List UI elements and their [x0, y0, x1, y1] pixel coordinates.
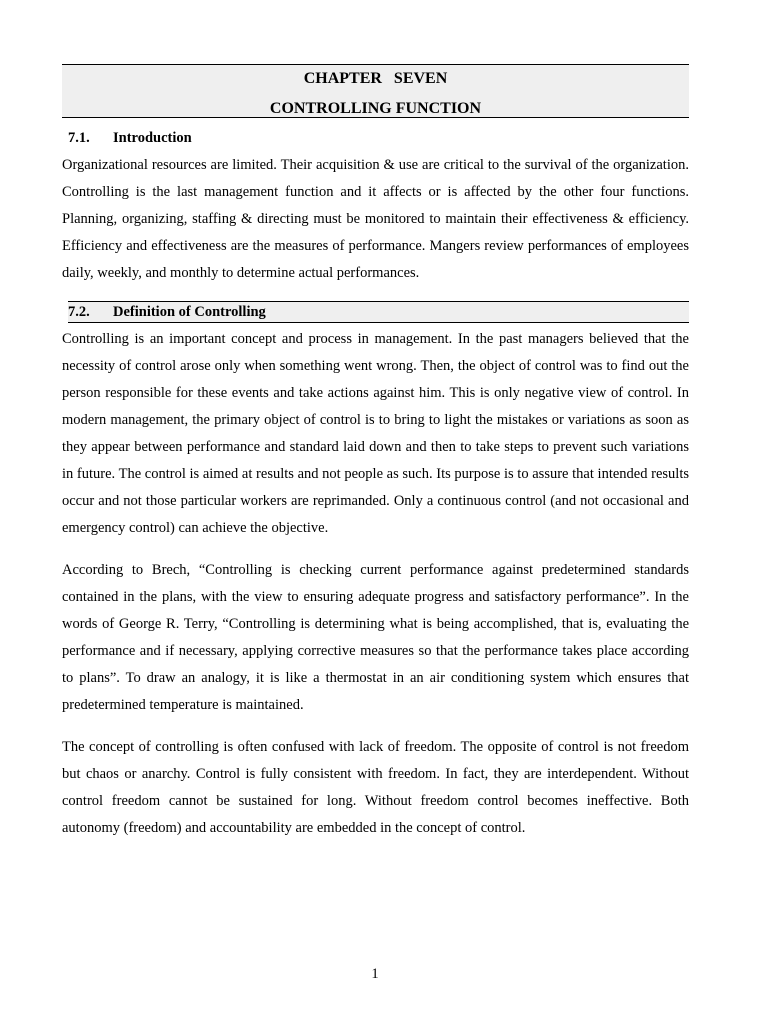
- section-heading-introduction: [62, 128, 689, 148]
- definition-paragraph: Controlling is an important concept and process in management. In the past managers believed that the necessity of control arose only when something went wrong. Then, the object of control was to find out the person responsible for these events and take actions against him. This is only negative view of control. In modern management, the primary object of control is to bring to light the mistakes or variations as soon as they appear between performance and standard laid down and then to take steps to prevent such variations in future. The control is aimed at results and not people as such. Its purpose is to assure that intended results occur and not those particular workers are reprimanded. Only a continuous control (and not occasional and emergency control) can achieve the objective.: [62, 331, 689, 536]
- section-number: 7.2.: [68, 304, 90, 320]
- section-title: Introduction: [113, 130, 192, 146]
- section-number: 7.1.: [68, 130, 90, 146]
- section-title: Definition of Controlling: [113, 304, 266, 320]
- document-page: [62, 64, 689, 842]
- page-number: 1: [371, 966, 379, 982]
- definition-paragraph: The concept of controlling is often confused with lack of freedom. The opposite of control is not freedom but chaos or anarchy. Control is fully consistent with freedom. In fact, they are interdependent. Without control freedom cannot be sustained for long. Without freedom control becomes ineffective. Both autonomy (freedom) and accountability are embedded in the concept of control.: [62, 739, 689, 836]
- chapter-title: CONTROLLING FUNCTION: [269, 100, 482, 117]
- introduction-paragraph: Organizational resources are limited. Their acquisition & use are critical to the survival of the organization. Controlling is the last management function and it affects or is affected by the other four functions. Planning, organizing, staffing & directing must be monitored to maintain their effectiveness & efficiency. Efficiency and effectiveness are the measures of performance. Mangers review performances of employees daily, weekly, and monthly to determine actual performances.: [62, 157, 689, 281]
- section-heading-definition: [68, 301, 689, 323]
- chapter-label: CHAPTER SEVEN: [303, 70, 448, 87]
- chapter-header: [62, 64, 689, 118]
- definition-paragraph: According to Brech, “Controlling is checking current performance against predetermined standards contained in the plans, with the view to ensuring adequate progress and satisfactory performance”. In the words of George R. Terry, “Controlling is determining what is being accomplished, that is, evaluating the performance and if necessary, applying corrective measures so that the performance takes place according to plans”. To draw an analogy, it is like a thermostat in an air conditioning system which ensures that predetermined temperature is maintained.: [62, 562, 689, 713]
